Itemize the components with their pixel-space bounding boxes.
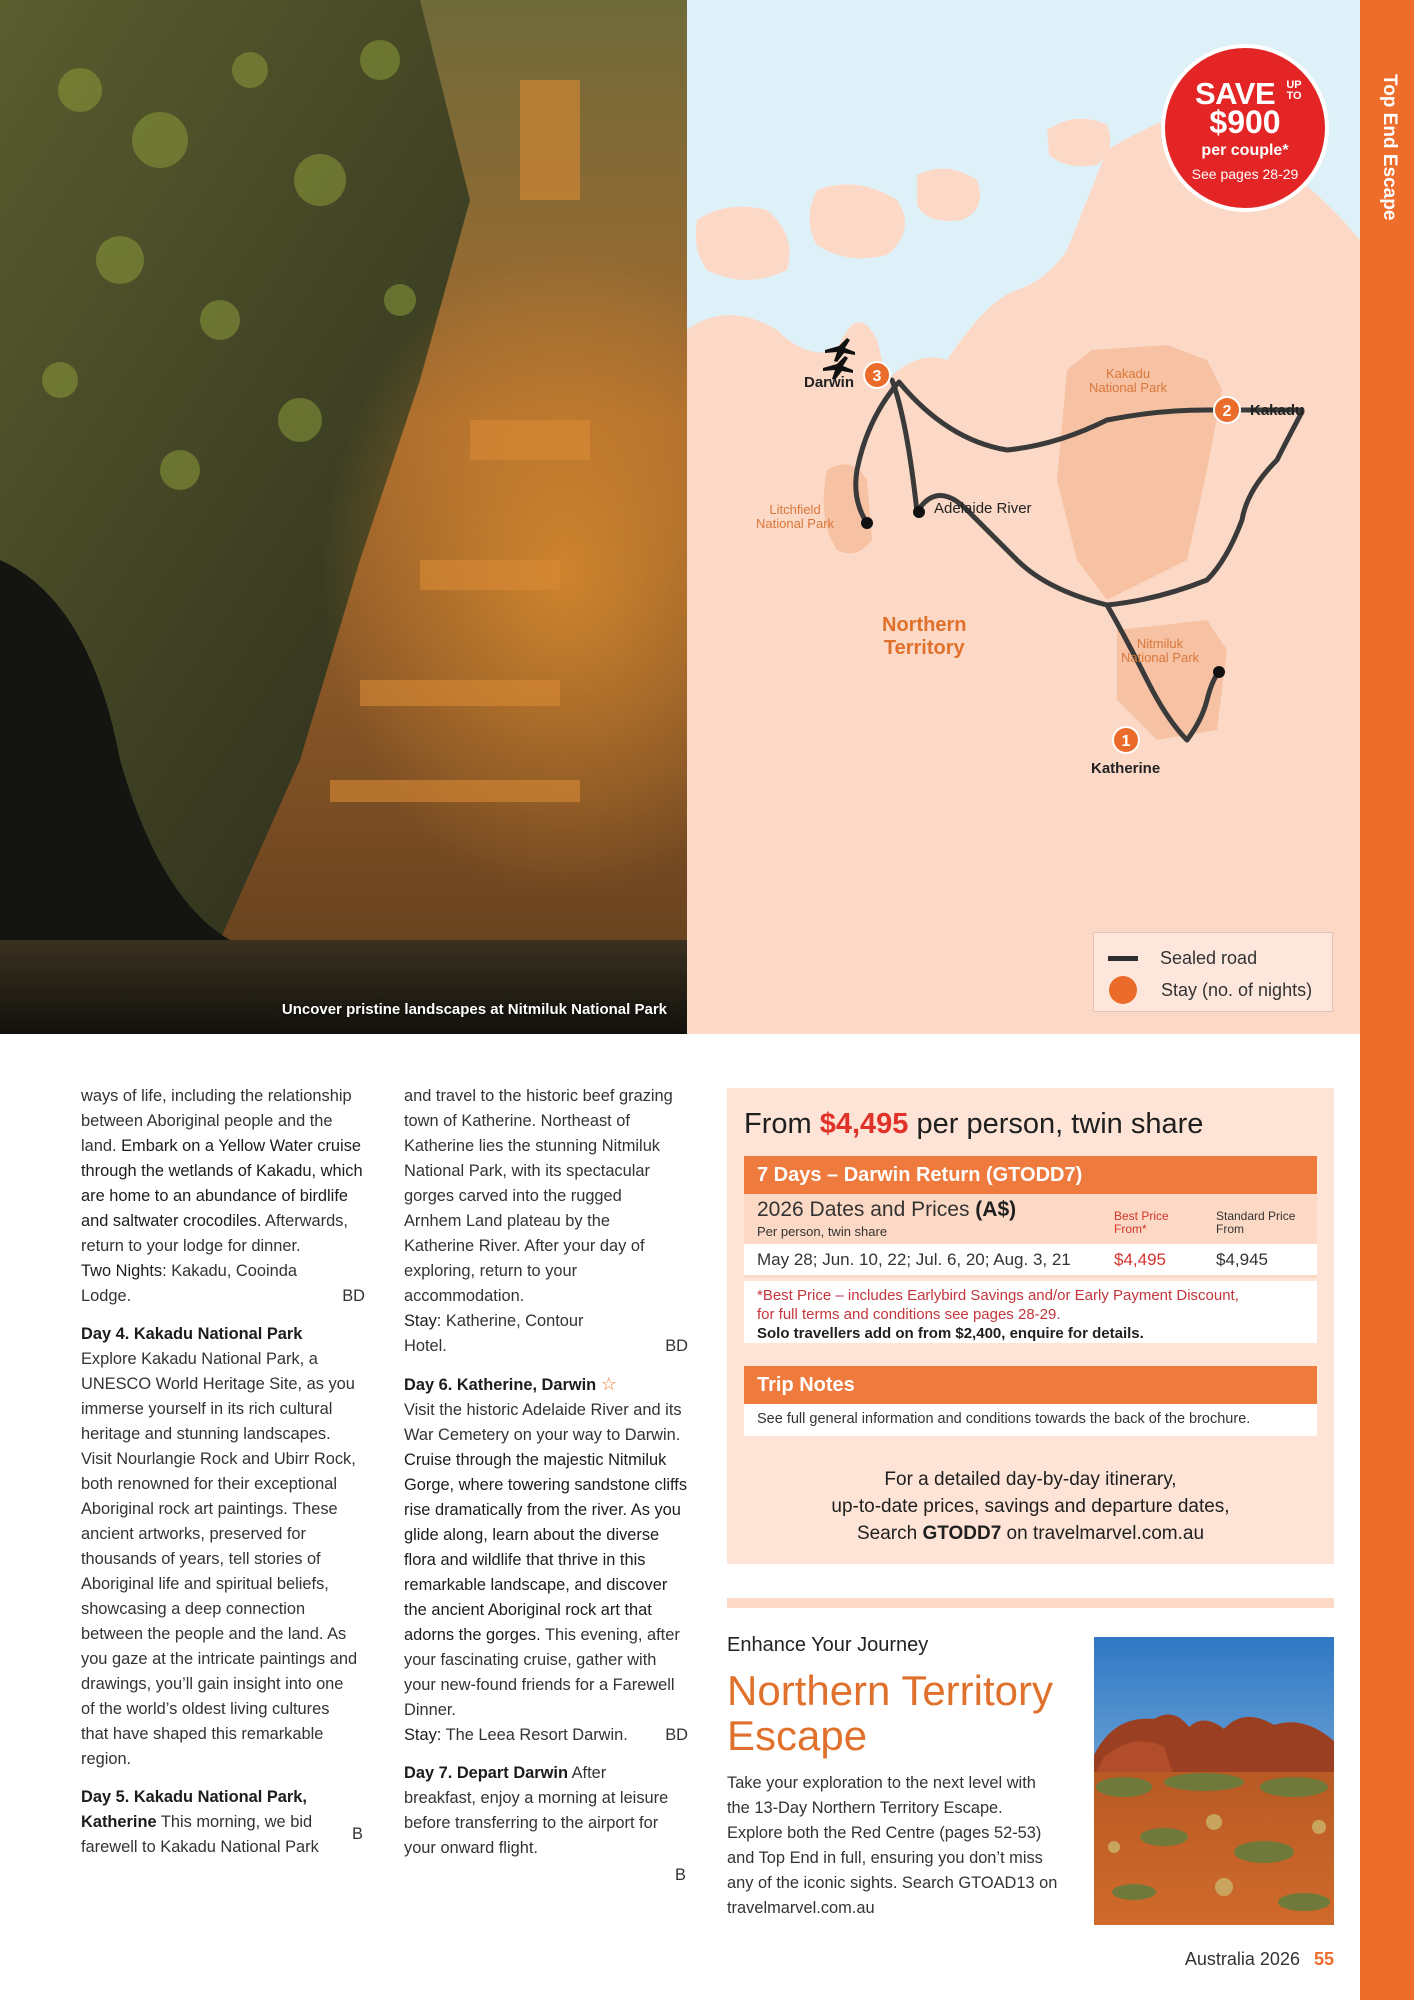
price-from-prefix: From — [744, 1108, 820, 1140]
legend-road-label: Sealed road — [1160, 947, 1258, 968]
day6-body-text-2: This evening, after your fascinating cruise, gather with your new-found friends for a Farewell Dinner. — [404, 1626, 680, 1719]
save-badge-per-couple: per couple* — [1201, 142, 1289, 159]
price-from-amount: $4,495 — [819, 1108, 909, 1140]
road-line-icon — [1108, 956, 1138, 961]
departure-best-price: $4,495 — [1114, 1250, 1166, 1269]
stop-badge-katherine: 1 — [1112, 726, 1140, 754]
photo-caption: Uncover pristine landscapes at Nitmiluk National Park — [281, 1001, 667, 1018]
gorge-illustration — [0, 0, 687, 1034]
map-label-nitmiluk-national-park: Nitmiluk National Park — [1121, 636, 1200, 665]
enhance-body: Take your exploration to the next level with the 13-Day Northern Territory Escape. Explore both the Red Centre (pages 52-53) and Top End in full, ensuring you don’t miss any of the iconic sights. Search GTOAD13 on travelmarvel.com.au — [727, 1774, 1058, 1917]
section-divider — [727, 1598, 1334, 1608]
col1-intro-highlight: Embark on a Yellow Water cruise through the wetlands of Kakadu, which are home to an abundance of birdlife and saltwater crocodiles. — [81, 1137, 363, 1230]
cta-line-1: For a detailed day-by-day itinerary, — [884, 1469, 1177, 1490]
day4-title: Day 4. Kakadu National Park — [81, 1325, 303, 1343]
best-price-fine-print: *Best Price – includes Earlybird Savings and/or Early Payment Discount, for full terms and conditions see pages 28-29. — [757, 1287, 1239, 1323]
side-tab — [1360, 0, 1414, 2000]
day6-meals: BD — [665, 1726, 688, 1744]
hero-photo-nitmiluk-gorge — [0, 0, 687, 1034]
enhance-kicker: Enhance Your Journey — [727, 1634, 929, 1656]
map-label-adelaide-river: Adelaide River — [934, 500, 1032, 517]
map-label-darwin: Darwin — [804, 374, 855, 391]
save-badge-up-to: UP TO — [1286, 79, 1302, 102]
day4-body-row — [81, 1347, 365, 1772]
itinerary-column-2 — [404, 1084, 688, 1884]
day7-meals: B — [675, 1866, 686, 1884]
col1-intro-text: ways of life, including the relationship between Aboriginal people and the land. — [81, 1087, 352, 1155]
day6-stay-value: The Leea Resort Darwin. — [441, 1726, 628, 1744]
day6-body-highlight: Cruise through the majestic Nitmiluk Gorge, where towering sandstone cliffs rise dramatically from the river. As you glide along, learn about the diverse flora and wildlife that thrive in this remarkable landscape, and discover the ancient Aboriginal rock art that adorns the gorges. — [404, 1451, 688, 1644]
col1-stay-label: Two Nights: — [81, 1262, 167, 1280]
cta-search-suffix: on travelmarvel.com.au — [1001, 1523, 1205, 1544]
legend-row-stay — [1108, 975, 1312, 1005]
departure-dates: May 28; Jun. 10, 22; Jul. 6, 20; Aug. 3, 21 — [757, 1250, 1071, 1269]
save-badge-save: SAVE — [1195, 76, 1276, 111]
footer-label: Australia 2026 — [1184, 1949, 1300, 1969]
price-headline — [744, 1108, 1203, 1141]
day6-stay-label: Stay: — [404, 1726, 442, 1744]
itinerary-column-1 — [81, 1084, 365, 1860]
trip-notes-text: See full general information and conditions towards the back of the brochure. — [757, 1411, 1251, 1427]
solo-traveller-note: Solo travellers add on from $2,400, enquire for details. — [757, 1325, 1144, 1342]
day4-meals: B — [352, 1825, 363, 1843]
trip-notes-box — [744, 1404, 1317, 1436]
enhance-title: Northern Territory Escape — [727, 1667, 1053, 1759]
column-header-best-price: Best Price From* — [1114, 1209, 1169, 1236]
stop-badge-darwin: 3 — [863, 361, 891, 389]
map-label-katherine: Katherine — [1091, 760, 1161, 777]
save-badge-see-pages: See pages 28-29 — [1191, 166, 1299, 182]
save-badge — [1161, 44, 1329, 212]
day6-body — [404, 1398, 688, 1723]
col2-intro: and travel to the historic beef grazing town of Katherine. Northeast of Katherine lies the stunning Nitmiluk National Park, with its spectacular gorges carved into the rugged Arnhem Land plateau by the Katherine River. After your day of exploring, return to your accommodation. — [404, 1087, 673, 1305]
dates-subtitle: Per person, twin share — [757, 1224, 888, 1239]
side-tab-title: Top End Escape — [1379, 74, 1400, 221]
map-legend — [1093, 932, 1333, 1012]
col2-stay-value: Katherine, Contour Hotel. — [404, 1312, 584, 1355]
map-label-litchfield-national-park: Litchfield National Park — [756, 502, 835, 531]
day6-title-row — [404, 1372, 688, 1398]
departure-row — [744, 1244, 1317, 1278]
day7-body: After breakfast, enjoy a morning at leisure before transferring to the airport for your onward flight. — [404, 1764, 669, 1857]
dates-header — [744, 1194, 1317, 1244]
trip-notes-bar: Trip Notes — [744, 1366, 1317, 1404]
search-cta — [727, 1466, 1334, 1547]
map-label-kakadu: Kakadu — [1250, 402, 1305, 419]
day6-body-text: Visit the historic Adelaide River and its War Cemetery on your way to Darwin. — [404, 1401, 682, 1444]
map-label-kakadu-national-park: Kakadu National Park — [1089, 366, 1168, 395]
day4-body: Explore Kakadu National Park, a UNESCO World Heritage Site, as you immerse yourself in its rich cultural heritage and stunning landscapes. Visit Nourlangie Rock and Ubirr Rock, both renowned for their exceptional Aboriginal rock art paintings. These ancient artworks, preserved for thousands of years, tell stories of Aboriginal life and spiritual beliefs, showcasing a deep connection between the people and the land. As you gaze at the intricate paintings and drawings, you’ll gain insight into one of the world’s oldest living cultures that have shaped this remarkable region. — [81, 1350, 358, 1768]
day7-title: Day 7. Depart Darwin — [404, 1764, 568, 1782]
cta-search-prefix: Search — [856, 1523, 923, 1544]
dates-title — [757, 1198, 1016, 1222]
day5-body: This morning, we bid farewell to Kakadu National Park — [81, 1813, 319, 1856]
col1-stay-meals: BD — [342, 1287, 365, 1305]
col1-stay-value: Kakadu, Cooinda Lodge. — [81, 1262, 297, 1305]
cta-line-2: up-to-date prices, savings and departure dates, — [831, 1496, 1230, 1517]
day5-paragraph — [81, 1785, 365, 1860]
day6-stay — [404, 1723, 688, 1748]
day7-paragraph — [404, 1761, 676, 1861]
col1-intro-text-2: Afterwards, return to your lodge for dinner. — [81, 1212, 348, 1255]
pricing-box — [727, 1088, 1334, 1564]
page-footer — [1185, 1949, 1334, 1970]
star-icon: ☆ — [600, 1374, 617, 1394]
kata-tjuta-photo — [1094, 1637, 1334, 1925]
col1-stay — [81, 1259, 365, 1309]
cta-line-3 — [727, 1520, 1334, 1547]
col1-intro — [81, 1084, 365, 1259]
dates-currency: (A$) — [975, 1198, 1017, 1221]
legend-row-road — [1108, 943, 1257, 973]
day6-title: Day 6. Katherine, Darwin — [404, 1376, 597, 1394]
day5-title: Day 5. Kakadu National Park, Katherine — [81, 1788, 307, 1831]
column-header-standard-price: Standard Price From — [1216, 1209, 1296, 1236]
departure-standard-price: $4,945 — [1216, 1250, 1268, 1269]
cta-tour-code: GTODD7 — [922, 1523, 1002, 1544]
stop-badge-kakadu: 2 — [1213, 396, 1241, 424]
price-from-suffix: per person, twin share — [908, 1108, 1204, 1140]
dates-title-text: 2026 Dates and Prices — [757, 1198, 976, 1221]
stay-dot-icon — [1109, 976, 1137, 1004]
tour-name-bar: 7 Days – Darwin Return (GTODD7) — [744, 1156, 1317, 1194]
fine-print-box — [744, 1281, 1317, 1343]
page-number: 55 — [1313, 1949, 1334, 1969]
map-label-northern-territory: Northern Territory — [882, 614, 967, 659]
col2-stay-meals: BD — [665, 1337, 688, 1355]
route-map — [687, 0, 1360, 1034]
kata-tjuta-illustration — [1094, 1637, 1334, 1925]
col2-stay — [404, 1309, 688, 1359]
col2-stay-label: Stay: — [404, 1312, 442, 1330]
save-badge-amount: $900 — [1209, 104, 1281, 140]
legend-stay-label: Stay (no. of nights) — [1161, 979, 1313, 1000]
